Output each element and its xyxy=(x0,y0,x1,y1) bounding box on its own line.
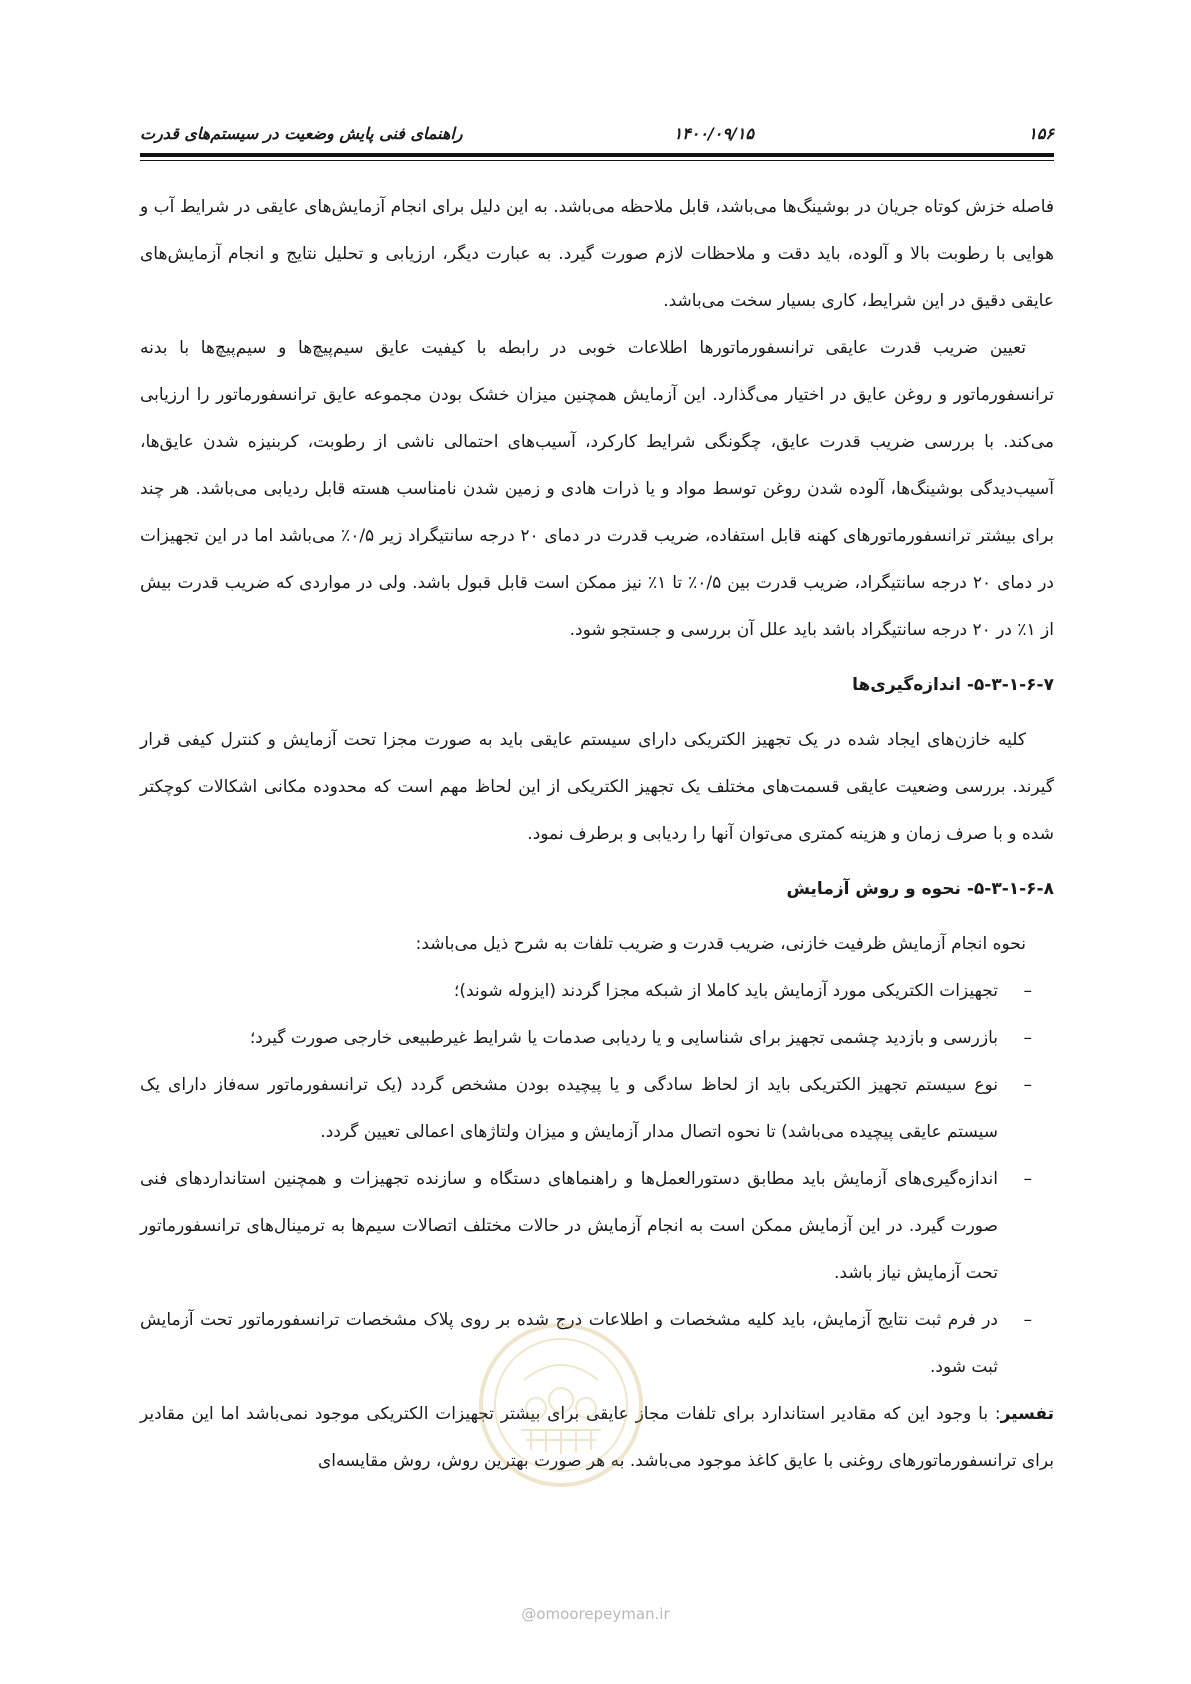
interpretation-term: تفسیر xyxy=(1000,1404,1054,1424)
section-heading-measurements: ۵-۳-۱-۶-۷- اندازه‌گیری‌ها xyxy=(852,675,1054,695)
page-body xyxy=(140,184,1054,1485)
list-item-text: در فرم ثبت نتایج آزمایش، باید کلیه مشخصات و اطلاعات درج شده بر روی پلاک مشخصات ترانسفورماتور تحت آزمایش ثبت شود. xyxy=(140,1310,998,1377)
paragraph-3: کلیه خازن‌های ایجاد شده در یک تجهیز الکتریکی دارای سیستم عایقی باید به صورت مجزا تحت آزمایش و کنترل کیفی قرار گیرند. بررسی وضعیت عایقی قسمت‌های مختلف یک تجهیز الکتریکی از این لحاظ مهم است که محدوده مکانی اشکالات کوچکتر شده و با صرف زمان و هزینه کمتری می‌توان آنها را ردیابی و برطرف نمود. xyxy=(140,730,1054,844)
watermark-seal-icon xyxy=(476,1320,646,1490)
header-title: راهنمای فنی پایش وضعیت در سیستم‌های قدرت xyxy=(140,124,463,143)
list-item xyxy=(140,968,1054,1015)
list-item-text: تجهیزات الکتریکی مورد آزمایش باید کاملا از شبکه مجزا گردند (ایزوله شوند)؛ xyxy=(453,981,998,1001)
list-item xyxy=(140,1062,1054,1156)
list-item-text: نوع سیستم تجهیز الکتریکی باید از لحاظ سادگی و یا پیچیده بودن مشخص گردد (یک ترانسفورماتور سه‌فاز دارای یک سیستم عایقی پیچیده می‌باشد) تا نحوه اتصال مدار آزمایش و میزان ولتاژهای اعمالی تعیین گردد. xyxy=(140,1075,998,1142)
paragraph-2: تعیین ضریب قدرت عایقی ترانسفورماتورها اطلاعات خوبی در رابطه با کیفیت عایق سیم‌پیچ‌ها و سیم‌پیچ‌ها با بدنه ترانسفورماتور و روغن عایق در اختیار می‌گذارد. این آزمایش همچنین میزان خشک بودن مجموعه عایق ترانسفورماتور را ارزیابی می‌کند. با بررسی ضریب قدرت عایق، چگونگی شرایط کارکرد، آسیب‌های احتمالی ناشی از رطوبت، کربنیزه شدن عایق‌ها، آسیب‌دیدگی بوشینگ‌ها، آلوده شدن روغن توسط مواد و یا ذرات هادی و زمین شدن نامناسب هسته قابل ردیابی می‌باشد. هر چند برای بیشتر ترانسفورماتورهای کهنه قابل استفاده، ضریب قدرت در دمای ۲۰ درجه سانتیگراد زیر ۰/۵٪ می‌باشد اما در این تجهیزات در دمای ۲۰ درجه سانتیگراد، ضریب قدرت بین ۰/۵٪ تا ۱٪ نیز ممکن است قابل قبول باشد. ولی در مواردی که ضریب قدرت بیش از ۱٪ در ۲۰ درجه سانتیگراد باشد باید علل آن بررسی و جستجو شود. xyxy=(140,338,1054,640)
header-rule-thick xyxy=(140,153,1054,157)
list-item xyxy=(140,1156,1054,1297)
footer-url: @omoorepeyman.ir xyxy=(521,1605,670,1623)
page-number: ۱۵۶ xyxy=(1028,124,1054,143)
watermark-logo xyxy=(476,1320,646,1490)
section-heading-test-method: ۵-۳-۱-۶-۸- نحوه و روش آزمایش xyxy=(786,879,1054,899)
paragraph-4: نحوه انجام آزمایش ظرفیت خازنی، ضریب قدرت و ضریب تلفات به شرح ذیل می‌باشد: xyxy=(415,934,1026,954)
paragraph-1: فاصله خزش کوتاه جریان در بوشینگ‌ها می‌باشد، قابل ملاحظه می‌باشد. به این دلیل برای انجام آزمایش‌های عایقی در شرایط آب و هوایی با رطوبت بالا و آلوده، باید دقت و ملاحظات لازم صورت گیرد. به عبارت دیگر، ارزیابی و تحلیل نتایج و انجام آزمایش‌های عایقی دقیق در این شرایط، کاری بسیار سخت می‌باشد. xyxy=(140,197,1054,311)
list-item xyxy=(140,1015,1054,1062)
list-item-text: اندازه‌گیری‌های آزمایش باید مطابق دستورالعمل‌ها و راهنماهای دستگاه و سازنده تجهیزات و همچنین استانداردهای فنی صورت گیرد. در این آزمایش ممکن است به انجام آزمایش در حالات مختلف اتصالات سیم‌ها به ترمینال‌های ترانسفورماتور تحت آزمایش نیاز باشد. xyxy=(140,1169,998,1283)
list-dash: – xyxy=(1023,1310,1032,1330)
header-date: ۱۴۰۰/۰۹/۱۵ xyxy=(673,124,754,143)
interpretation-text: : با وجود این که مقادیر استاندارد برای تلفات مجاز عایقی برای بیشتر تجهیزات الکتریکی موجود نمی‌باشد اما این مقادیر برای ترانسفورماتورهای روغنی با عایق کاغذ موجود می‌باشد. به هر صورت بهترین روش، روش مقایسه‌ای xyxy=(140,1404,1054,1471)
list-dash: – xyxy=(1023,1169,1032,1189)
list-dash: – xyxy=(1023,1028,1032,1048)
list-dash: – xyxy=(1023,1075,1032,1095)
list-dash: – xyxy=(1023,981,1032,1001)
header-rule-thin xyxy=(140,160,1054,161)
page-header xyxy=(140,120,1054,150)
list-item-text: بازرسی و بازدید چشمی تجهیز برای شناسایی و یا ردیابی صدمات یا شرایط غیرطبیعی خارجی صورت گیرد؛ xyxy=(249,1028,998,1048)
